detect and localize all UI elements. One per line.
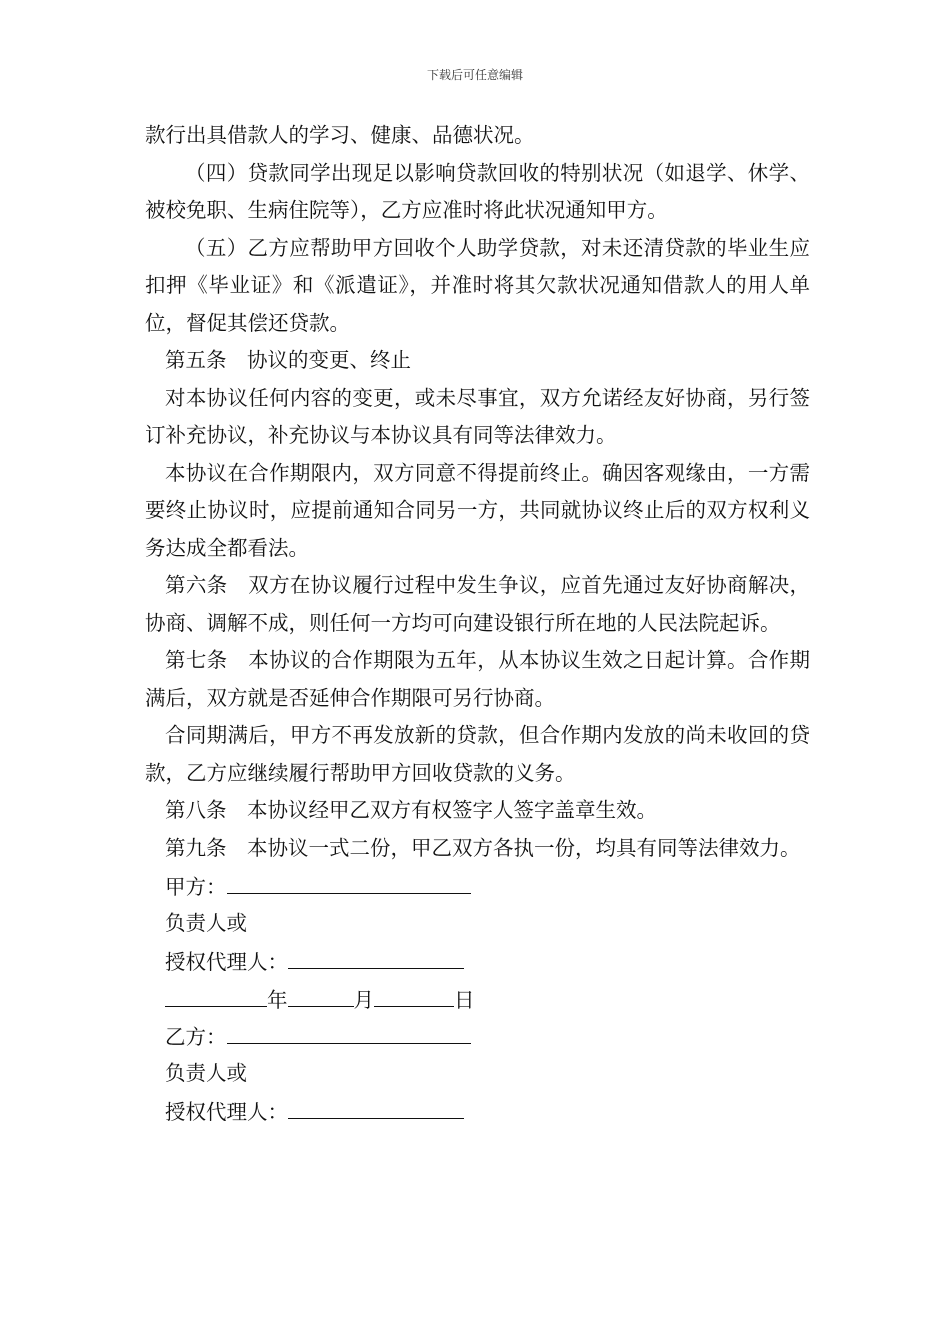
day-blank [374, 980, 454, 1007]
article-5-paragraph-1: 对本协议任何内容的变更，或未尽事宜，双方允诺经友好协商，另行签订补充协议，补充协议与本协议具有同等法律效力。 [145, 385, 810, 447]
responsible-label-b: 负责人或 [165, 1060, 247, 1085]
party-b-blank [227, 1017, 471, 1044]
article-5-paragraph-2: 本协议在合作期限内，双方同意不得提前终止。确因客观缘由，一方需要终止协议时，应提前通知合同另一方，共同就协议终止后的双方权利义务达成全都看法。 [145, 460, 810, 560]
article-5-heading: 第五条 协议的变更、终止 [165, 348, 411, 372]
page-header: 下载后可任意编辑 [426, 68, 523, 82]
article-7-paragraph-2: 合同期满后，甲方不再发放新的贷款，但合作期内发放的尚未收回的贷款，乙方应继续履行帮助甲方回收贷款的义务。 [145, 723, 810, 785]
document-body [145, 117, 810, 1130]
agent-line-b [145, 1092, 810, 1130]
article-8: 第八条 本协议经甲乙双方有权签字人签字盖章生效。 [165, 798, 657, 822]
agent-line-a [145, 942, 810, 980]
paragraph-continuation: 款行出具借款人的学习、健康、品德状况。 [145, 123, 535, 147]
agent-label-a: 授权代理人： [165, 950, 288, 974]
responsible-label-a: 负责人或 [165, 910, 247, 935]
year-blank [165, 980, 267, 1007]
clause-item-5: （五）乙方应帮助甲方回收个人助学贷款，对未还清贷款的毕业生应扣押《毕业证》和《派遣证》，并准时将其欠款状况通知借款人的用人单位，督促其偿还贷款。 [145, 235, 810, 335]
party-b-line [145, 1017, 810, 1055]
date-line [145, 980, 810, 1018]
agent-blank-b [288, 1092, 464, 1119]
party-b-label: 乙方： [165, 1025, 227, 1049]
clause-item-4: （四）贷款同学出现足以影响贷款回收的特别状况（如退学、休学、被校免职、生病住院等），乙方应准时将此状况通知甲方。 [145, 160, 810, 222]
article-7: 第七条 本协议的合作期限为五年，从本协议生效之日起计算。合作期满后，双方就是否延伸合作期限可另行协商。 [145, 648, 810, 710]
month-label: 月 [353, 987, 374, 1012]
year-label: 年 [267, 987, 288, 1012]
signature-block [145, 867, 810, 1130]
article-9: 第九条 本协议一式二份，甲乙双方各执一份，均具有同等法律效力。 [165, 835, 801, 860]
agent-blank-a [288, 942, 464, 969]
month-blank [288, 980, 354, 1007]
party-a-blank [227, 867, 471, 894]
agent-label-b: 授权代理人： [165, 1100, 288, 1124]
article-6: 第六条 双方在协议履行过程中发生争议，应首先通过友好协商解决，协商、调解不成，则任何一方均可向建设银行所在地的人民法院起诉。 [145, 573, 810, 635]
party-a-line [145, 867, 810, 905]
day-label: 日 [454, 987, 475, 1012]
party-a-label: 甲方： [165, 875, 227, 899]
